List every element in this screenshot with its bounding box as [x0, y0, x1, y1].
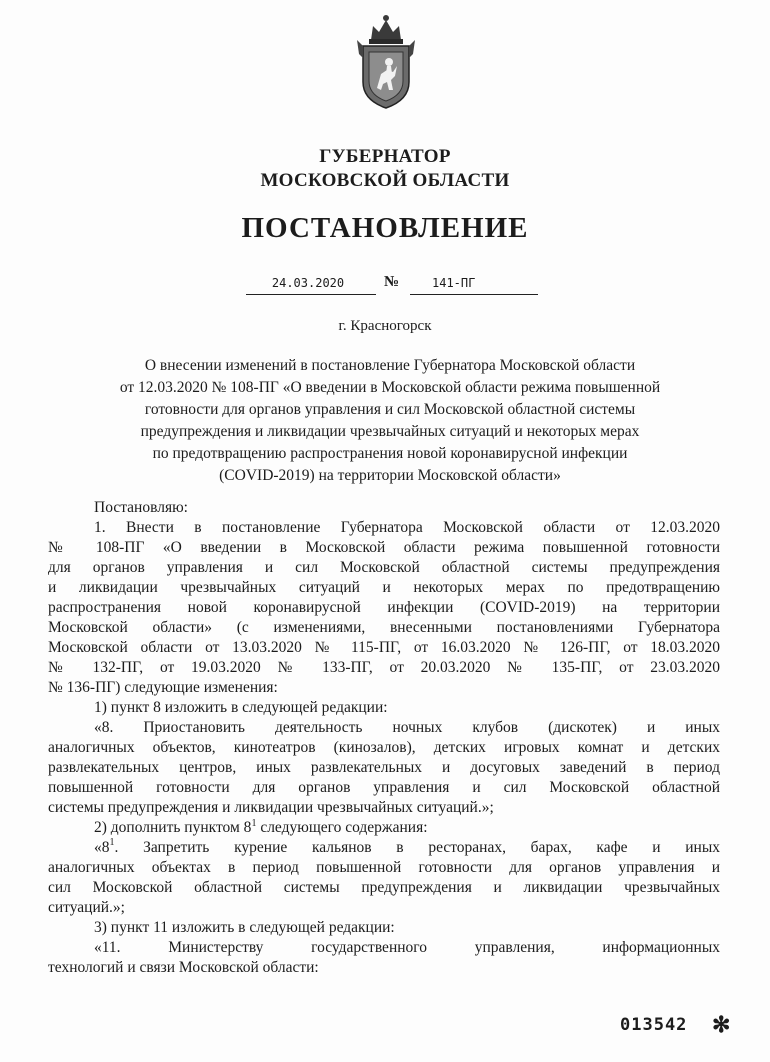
- paragraph-8-1-line: аналогичных объектах в период повышенной готовности для органов управления и: [48, 859, 720, 876]
- paragraph-1-line: № 132-ПГ, от 19.03.2020 № 133-ПГ, от 20.03.2020 № 135-ПГ, от 23.03.2020: [48, 659, 720, 676]
- paragraph-8-line: системы предупреждения и ликвидации чрезвычайных ситуаций.»;: [48, 799, 494, 816]
- number-underline: [410, 294, 538, 295]
- paragraph-8-line: развлекательных центров, иных развлекательных и досуговых заведений в период: [48, 759, 720, 776]
- title-line: от 12.03.2020 № 108-ПГ «О введении в Московской области режима повышенной: [119, 379, 661, 396]
- document-number: 141-ПГ: [432, 276, 476, 290]
- city: г. Красногорск: [338, 318, 432, 334]
- title-line: (COVID-2019) на территории Московской области»: [219, 467, 561, 484]
- title-line: готовности для органов управления и сил Московской областной системы: [144, 401, 636, 418]
- body-intro: Постановляю:: [94, 499, 188, 516]
- item-2: [48, 818, 720, 838]
- paragraph-1-line: для органов управления и сил Московской областной системы предупреждения: [48, 559, 720, 576]
- paragraph-8-1-line: сил Московской областной системы предупреждения и ликвидации чрезвычайных: [48, 879, 720, 896]
- number-sign: №: [384, 274, 400, 290]
- paragraph-1-line: № 108-ПГ «О введении в Московской области режима повышенной готовности: [48, 539, 720, 556]
- asterisk-mark: ✻: [712, 1012, 731, 1037]
- date-underline: [246, 294, 376, 295]
- item-1: 1) пункт 8 изложить в следующей редакции:: [94, 699, 388, 716]
- paragraph-8-1-line: . Запретить курение кальянов в ресторанах, барах, кафе и иных: [114, 839, 720, 856]
- document-title: [70, 355, 710, 487]
- title-line: предупреждения и ликвидации чрезвычайных ситуаций и некоторых мерах: [140, 423, 640, 440]
- paragraph-11-line: технологий и связи Московской области:: [48, 959, 319, 976]
- paragraph-8-line: «8. Приостановить деятельность ночных клубов (дискотек) и иных: [94, 719, 720, 736]
- paragraph-8-line: аналогичных объектов, кинотеатров (кинозалов), детских игровых комнат и детских: [48, 739, 720, 756]
- document-date: 24.03.2020: [271, 276, 345, 290]
- authority-line-1: ГУБЕРНАТОР: [319, 146, 451, 167]
- item-2-text-tail: следующего содержания:: [256, 819, 428, 836]
- document-body: [48, 498, 720, 978]
- authority-line-2: МОСКОВСКОЙ ОБЛАСТИ: [260, 170, 510, 191]
- item-3: 3) пункт 11 изложить в следующей редакции:: [94, 919, 395, 936]
- paragraph-11-line: «11. Министерству государственного управления, информационных: [94, 939, 720, 956]
- paragraph-1-line: Московской области от 13.03.2020 № 115-ПГ, от 16.03.2020 № 126-ПГ, от 18.03.2020: [48, 639, 720, 656]
- item-2-text: 2) дополнить пунктом 8: [94, 819, 252, 836]
- paragraph-1-line: 1. Внести в постановление Губернатора Московской области от 12.03.2020: [94, 519, 720, 536]
- title-line: О внесении изменений в постановление Губернатора Московской области: [144, 357, 636, 374]
- paragraph-1-line: распространения новой коронавирусной инфекции (COVID-2019) на территории: [48, 599, 720, 616]
- paragraph-8-1-number: «8: [94, 839, 110, 856]
- title-line: по предотвращению распространения новой коронавирусной инфекции: [152, 445, 628, 462]
- paragraph-1-line: и ликвидации чрезвычайных ситуаций и некоторых мерах по предотвращению: [48, 579, 720, 596]
- paragraph-1-line: № 136-ПГ) следующие изменения:: [48, 679, 278, 696]
- paragraph-8-1-superscript: 1: [109, 837, 115, 848]
- paragraph-8-line: повышенной готовности для органов управления и сил Московской областной: [48, 779, 720, 796]
- document-type-heading: ПОСТАНОВЛЕНИЕ: [241, 212, 529, 244]
- paragraph-1-line: Московской области» (с изменениями, внесенными постановлениями Губернатора: [48, 619, 720, 636]
- coat-of-arms-emblem: [347, 10, 425, 110]
- serial-number: 013542: [620, 1015, 688, 1035]
- paragraph-8-1-first-line: [48, 838, 720, 858]
- item-2-superscript: 1: [251, 817, 257, 829]
- date-number-line: [240, 272, 540, 298]
- paragraph-8-1-line: ситуаций.»;: [48, 899, 125, 916]
